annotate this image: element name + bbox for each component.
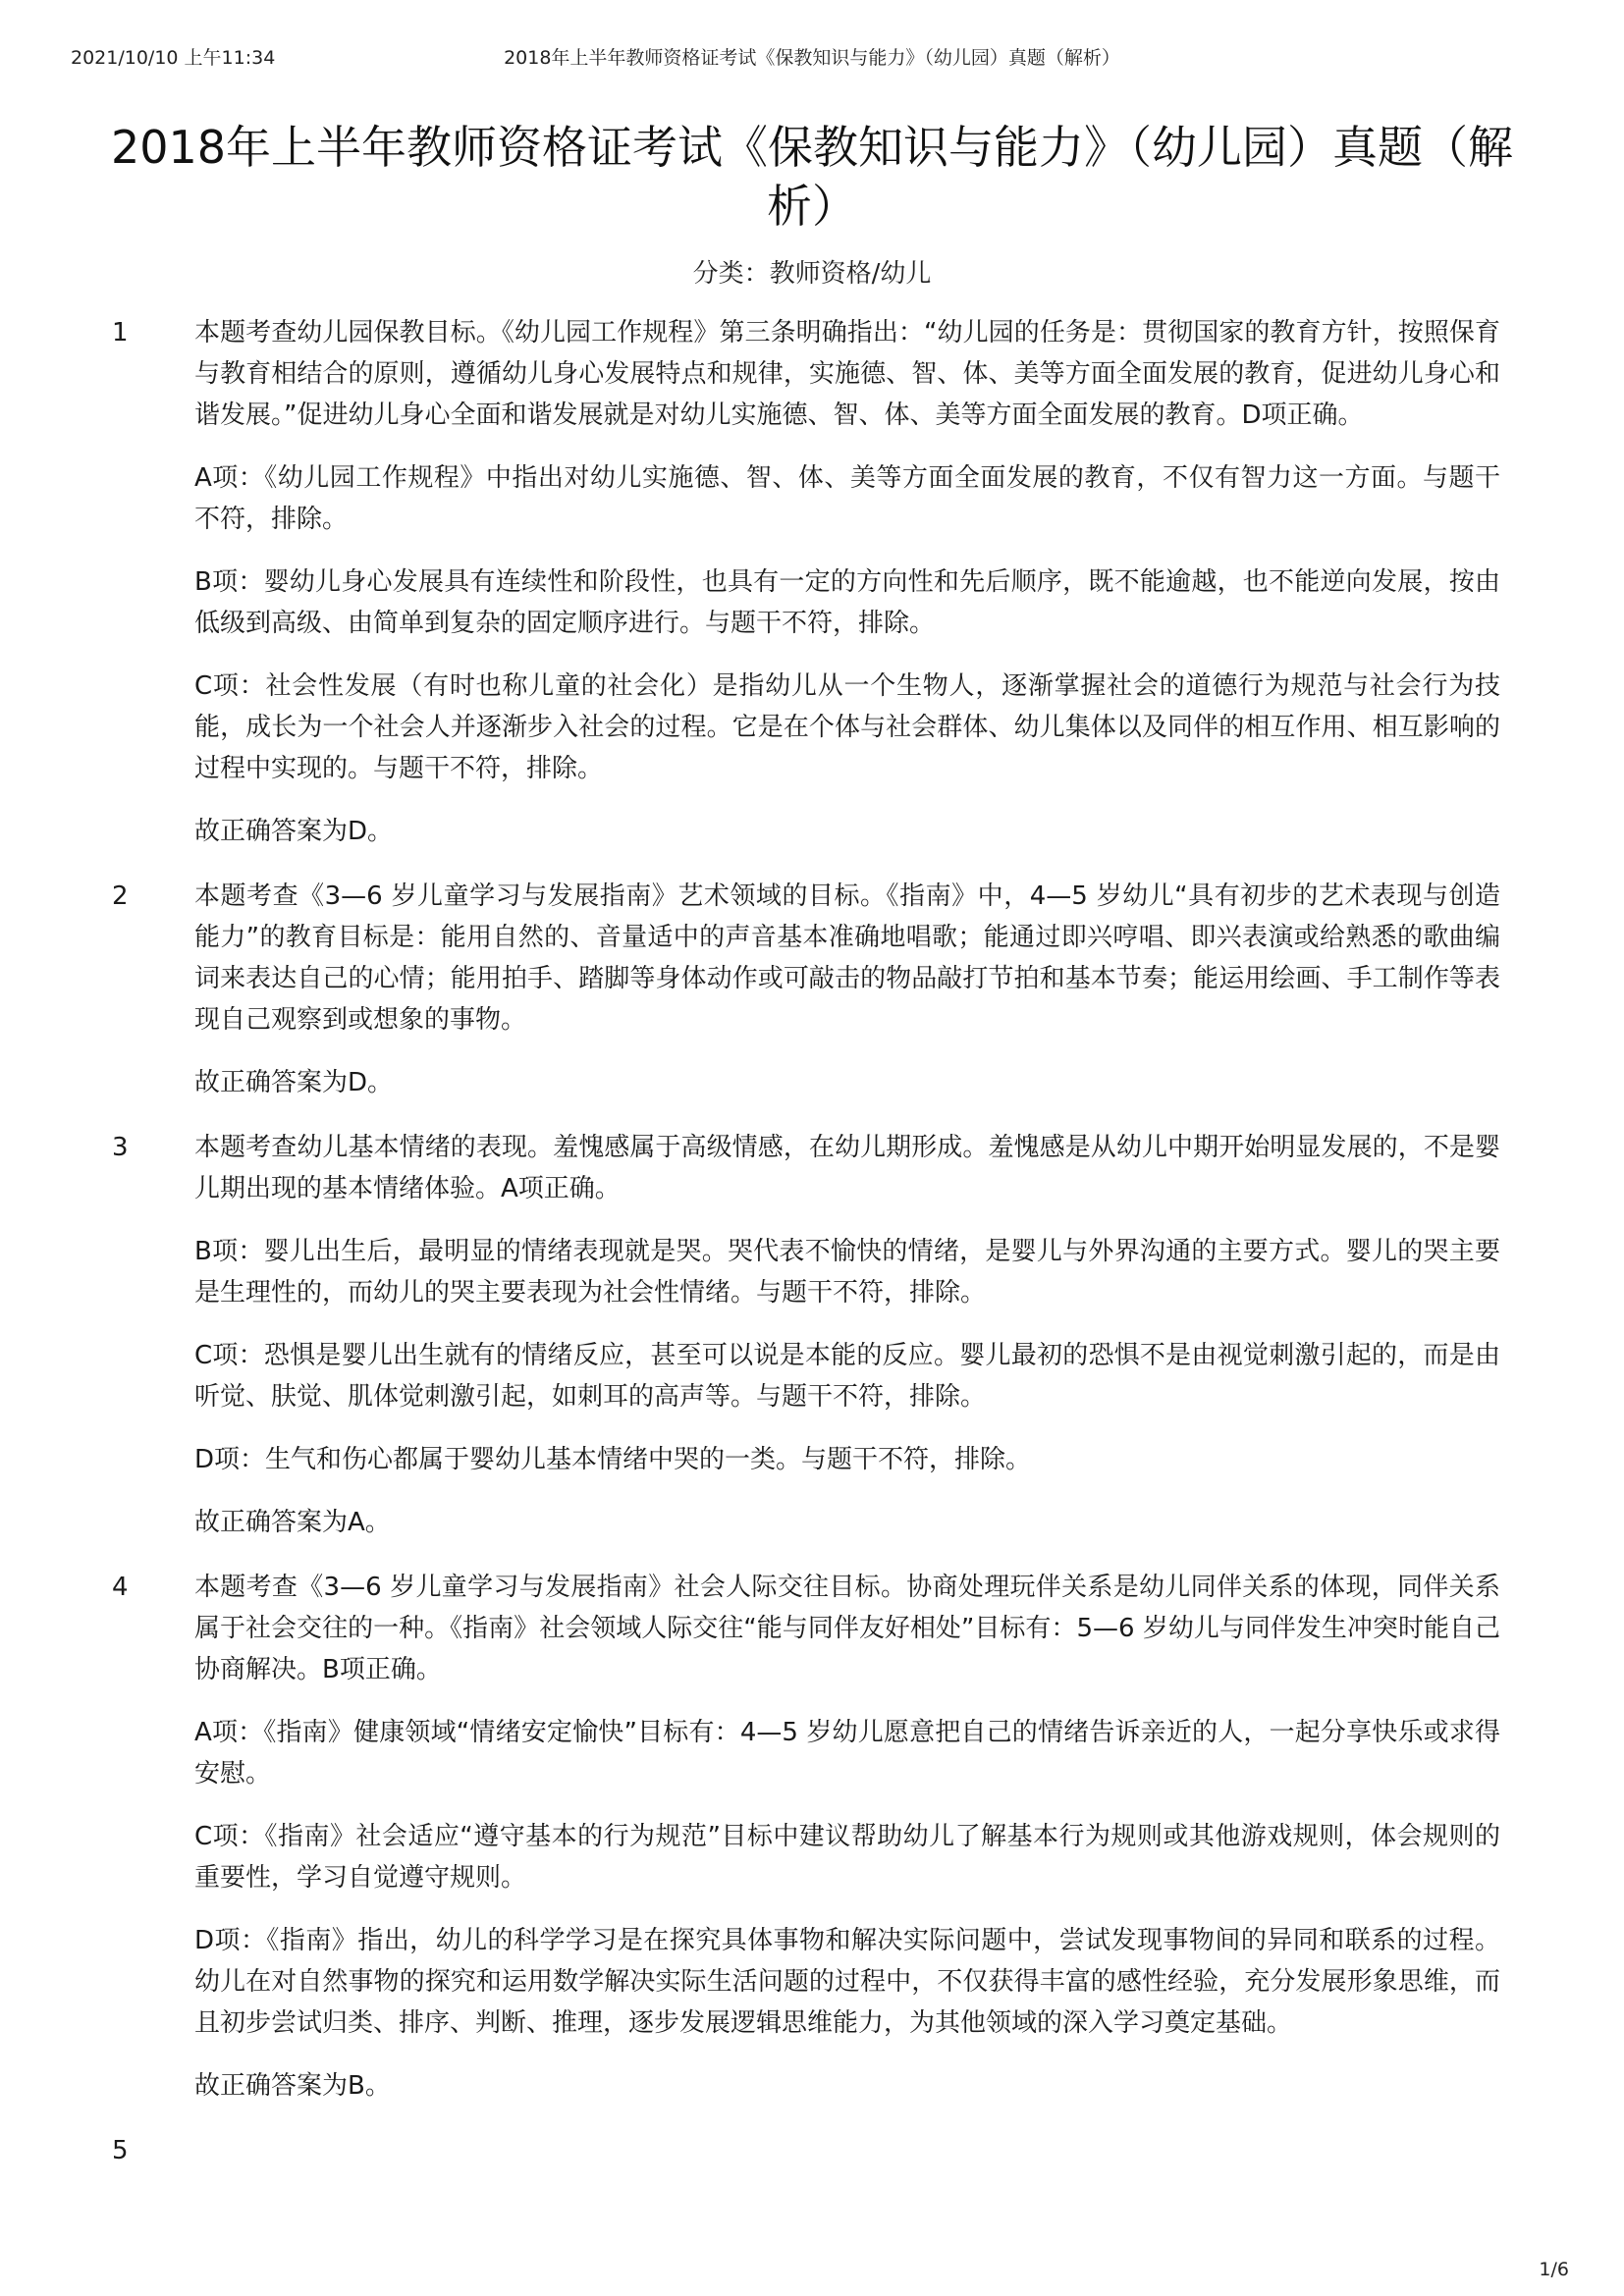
explanation-paragraph: D项：《指南》指出，幼儿的科学学习是在探究具体事物和解决实际问题中，尝试发现事物间的异同和联系的过程。幼儿在对自然事物的探究和运用数学解决实际生活问题的过程中，不仅获得丰富的感性经验，充分发展形象思维，而且初步尝试归类、排序、判断、推理，逐步发展逻辑思维能力，为其他领域的深入学习奠定基础。 <box>194 1926 1500 2038</box>
question-item <box>0 1127 1624 1543</box>
question-item <box>0 2130 1624 2171</box>
category-label: 分类：教师资格/幼儿 <box>692 259 932 289</box>
question-number: 2 <box>112 881 129 911</box>
page-number: 1/6 <box>1539 2259 1569 2280</box>
question-item <box>0 1567 1624 2107</box>
print-header <box>0 43 1624 71</box>
question-number: 4 <box>112 1573 129 1602</box>
question-list <box>0 312 1624 2195</box>
question-explanation <box>194 1567 1500 2107</box>
explanation-paragraph: 本题考查《3—6 岁儿童学习与发展指南》艺术领域的目标。《指南》中，4—5 岁幼儿“具有初步的艺术表现与创造能力”的教育目标是：能用自然的、音量适中的声音基本准确地唱歌；能通过即兴哼唱、即兴表演或给熟悉的歌曲编词来表达自己的心情；能用拍手、踏脚等身体动作或可敲击的物品敲打节拍和基本节奏；能运用绘画、手工制作等表现自己观察到或想象的事物。 <box>194 881 1500 1035</box>
print-doc-title: 2018年上半年教师资格证考试《保教知识与能力》（幼儿园）真题（解析） <box>504 47 1120 69</box>
explanation-paragraph: D项：生气和伤心都属于婴幼儿基本情绪中哭的一类。与题干不符，排除。 <box>194 1445 1032 1474</box>
explanation-paragraph: B项：婴儿出生后，最明显的情绪表现就是哭。哭代表不愉快的情绪，是婴儿与外界沟通的主要方式。婴儿的哭主要是生理性的，而幼儿的哭主要表现为社会性情绪。与题干不符，排除。 <box>194 1237 1500 1308</box>
explanation-paragraph: C项：社会性发展（有时也称儿童的社会化）是指幼儿从一个生物人，逐渐掌握社会的道德行为规范与社会行为技能，成长为一个社会人并逐渐步入社会的过程。它是在个体与社会群体、幼儿集体以及同伴的相互作用、相互影响的过程中实现的。与题干不符，排除。 <box>194 671 1500 783</box>
question-item <box>0 312 1624 852</box>
page-title: 2018年上半年教师资格证考试《保教知识与能力》（幼儿园）真题（解析） <box>110 121 1514 233</box>
explanation-paragraph: C项：《指南》社会适应“遵守基本的行为规范”目标中建议帮助幼儿了解基本行为规则或其他游戏规则，体会规则的重要性，学习自觉遵守规则。 <box>194 1822 1500 1893</box>
explanation-paragraph: A项：《指南》健康领域“情绪安定愉快”目标有：4—5 岁幼儿愿意把自己的情绪告诉亲近的人，一起分享快乐或求得安慰。 <box>194 1718 1500 1789</box>
question-explanation <box>194 876 1500 1103</box>
explanation-paragraph: 本题考查幼儿园保教目标。《幼儿园工作规程》第三条明确指出：“幼儿园的任务是：贯彻国家的教育方针，按照保育与教育相结合的原则，遵循幼儿身心发展特点和规律，实施德、智、体、美等方面全面发展的教育，促进幼儿身心和谐发展。”促进幼儿身心全面和谐发展就是对幼儿实施德、智、体、美等方面全面发展的教育。D项正确。 <box>194 318 1500 430</box>
print-datetime: 2021/10/10 上午11:34 <box>71 47 276 69</box>
explanation-paragraph: 故正确答案为D。 <box>194 1068 394 1097</box>
explanation-paragraph: 故正确答案为D。 <box>194 817 394 846</box>
question-number: 5 <box>112 2136 129 2165</box>
explanation-paragraph: 故正确答案为A。 <box>194 1508 391 1537</box>
question-item <box>0 876 1624 1103</box>
question-explanation <box>194 312 1500 852</box>
explanation-paragraph: B项：婴幼儿身心发展具有连续性和阶段性，也具有一定的方向性和先后顺序，既不能逾越，也不能逆向发展，按由低级到高级、由简单到复杂的固定顺序进行。与题干不符，排除。 <box>194 567 1500 638</box>
explanation-paragraph: C项：恐惧是婴儿出生就有的情绪反应，甚至可以说是本能的反应。婴儿最初的恐惧不是由视觉刺激引起的，而是由听觉、肤觉、肌体觉刺激引起，如刺耳的高声等。与题干不符，排除。 <box>194 1341 1500 1412</box>
explanation-paragraph: 故正确答案为B。 <box>194 2071 391 2101</box>
question-number: 1 <box>112 318 129 347</box>
explanation-paragraph: 本题考查《3—6 岁儿童学习与发展指南》社会人际交往目标。协商处理玩伴关系是幼儿同伴关系的体现，同伴关系属于社会交往的一种。《指南》社会领域人际交往“能与同伴友好相处”目标有：5—6 岁幼儿与同伴发生冲突时能自己协商解决。B项正确。 <box>194 1573 1500 1684</box>
explanation-paragraph: A项：《幼儿园工作规程》中指出对幼儿实施德、智、体、美等方面全面发展的教育，不仅有智力这一方面。与题干不符，排除。 <box>194 463 1500 534</box>
explanation-paragraph: 本题考查幼儿基本情绪的表现。羞愧感属于高级情感，在幼儿期形成。羞愧感是从幼儿中期开始明显发展的，不是婴儿期出现的基本情绪体验。A项正确。 <box>194 1133 1500 1203</box>
question-explanation <box>194 2130 1500 2171</box>
question-number: 3 <box>112 1133 129 1162</box>
question-explanation <box>194 1127 1500 1543</box>
